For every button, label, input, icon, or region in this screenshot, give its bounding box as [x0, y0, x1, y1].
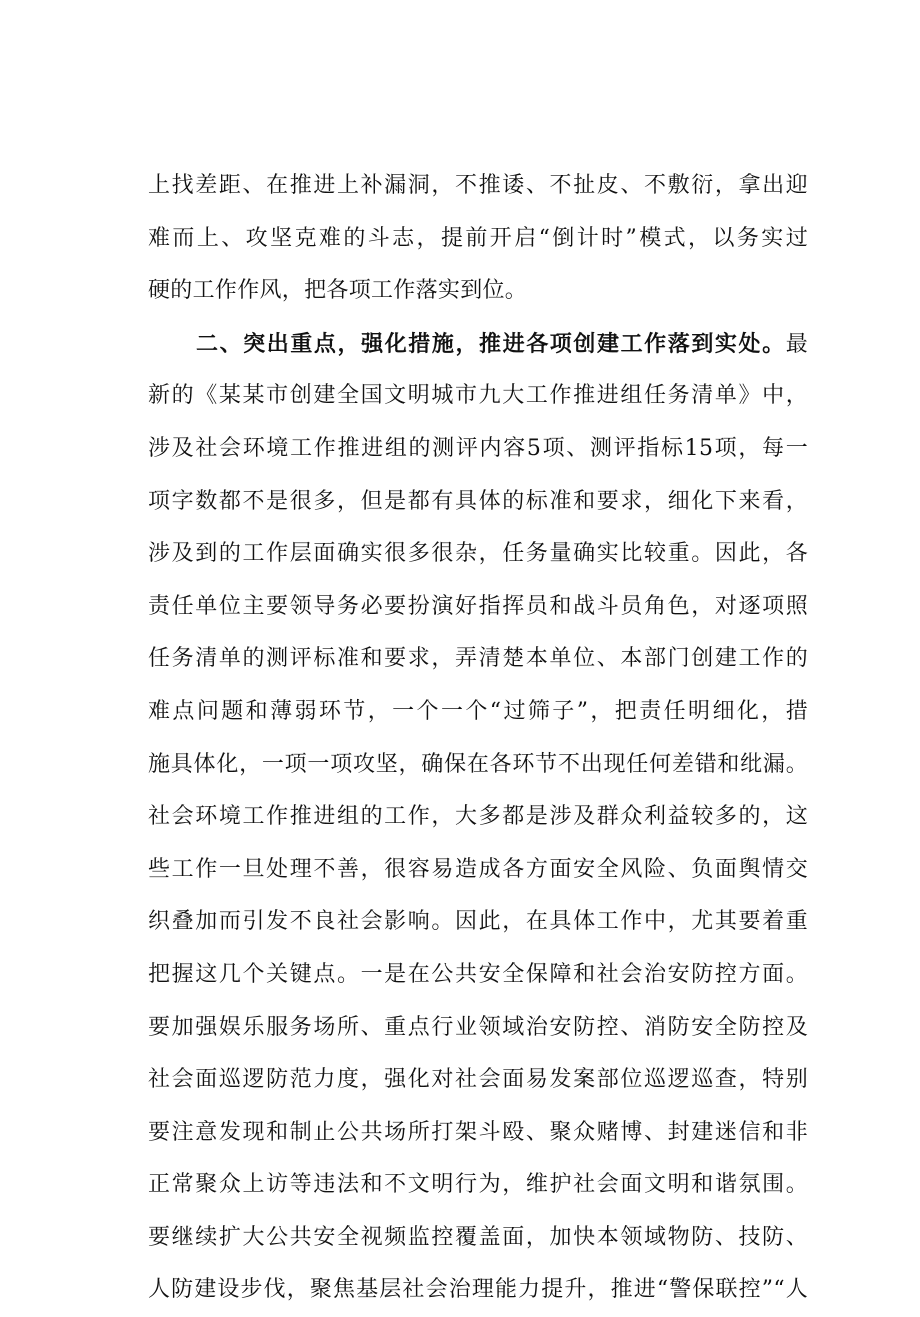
- text-line: 要加强娱乐服务场所、重点行业领域治安防控、消防安全防控及: [148, 1014, 808, 1040]
- text-line: 把握这几个关键点。一是在公共安全保障和社会治安防控方面。: [148, 961, 808, 987]
- text-line: 任务清单的测评标准和要求，弄清楚本单位、本部门创建工作的: [148, 646, 808, 672]
- text-line: 责任单位主要领导务必要扮演好指挥员和战斗员角色，对逐项照: [148, 593, 808, 619]
- section-heading: 二、突出重点，强化措施，推进各项创建工作落到实处。: [196, 330, 786, 357]
- text-line: 硬的工作作风，把各项工作落实到位。: [148, 278, 528, 304]
- text-line: 社会面巡逻防范力度，强化对社会面易发案部位巡逻巡查，特别: [148, 1067, 808, 1093]
- text-line: 难点问题和薄弱环节，一个一个“过筛子”，把责任明细化，措: [148, 698, 808, 724]
- text-line: 难而上、攻坚克难的斗志，提前开启“倒计时”模式，以务实过: [148, 225, 808, 251]
- paragraph: [148, 318, 808, 1317]
- text-line: 要继续扩大公共安全视频监控覆盖面，加快本领域物防、技防、: [148, 1224, 808, 1250]
- text-line: 织叠加而引发不良社会影响。因此，在具体工作中，尤其要着重: [148, 909, 808, 935]
- paragraph: [148, 160, 808, 318]
- text-line: [148, 318, 808, 371]
- text-line: 新的《某某市创建全国文明城市九大工作推进组任务清单》中，: [148, 383, 808, 409]
- text-line: 上找差距、在推进上补漏洞，不推诿、不扯皮、不敷衍，拿出迎: [148, 173, 808, 198]
- text-line: 施具体化，一项一项攻坚，确保在各环节不出现任何差错和纰漏。: [148, 751, 808, 777]
- text-line: 人防建设步伐，聚焦基层社会治理能力提升，推进“警保联控”“人: [148, 1277, 808, 1303]
- text-line: 社会环境工作推进组的工作，大多都是涉及群众利益较多的，这: [148, 804, 808, 830]
- document-body: [148, 160, 808, 1317]
- text-line: 项字数都不是很多，但是都有具体的标准和要求，细化下来看，: [148, 488, 808, 514]
- text-line: 正常聚众上访等违法和不文明行为，维护社会面文明和谐氛围。: [148, 1172, 808, 1198]
- text-line: 涉及社会环境工作推进组的测评内容5项、测评指标15项，每一: [148, 435, 808, 461]
- text-line: 些工作一旦处理不善，很容易造成各方面安全风险、负面舆情交: [148, 856, 808, 882]
- text-line: 涉及到的工作层面确实很多很杂，任务量确实比较重。因此，各: [148, 541, 808, 567]
- text-run: 最: [785, 331, 808, 357]
- text-line: 要注意发现和制止公共场所打架斗殴、聚众赌博、封建迷信和非: [148, 1119, 808, 1145]
